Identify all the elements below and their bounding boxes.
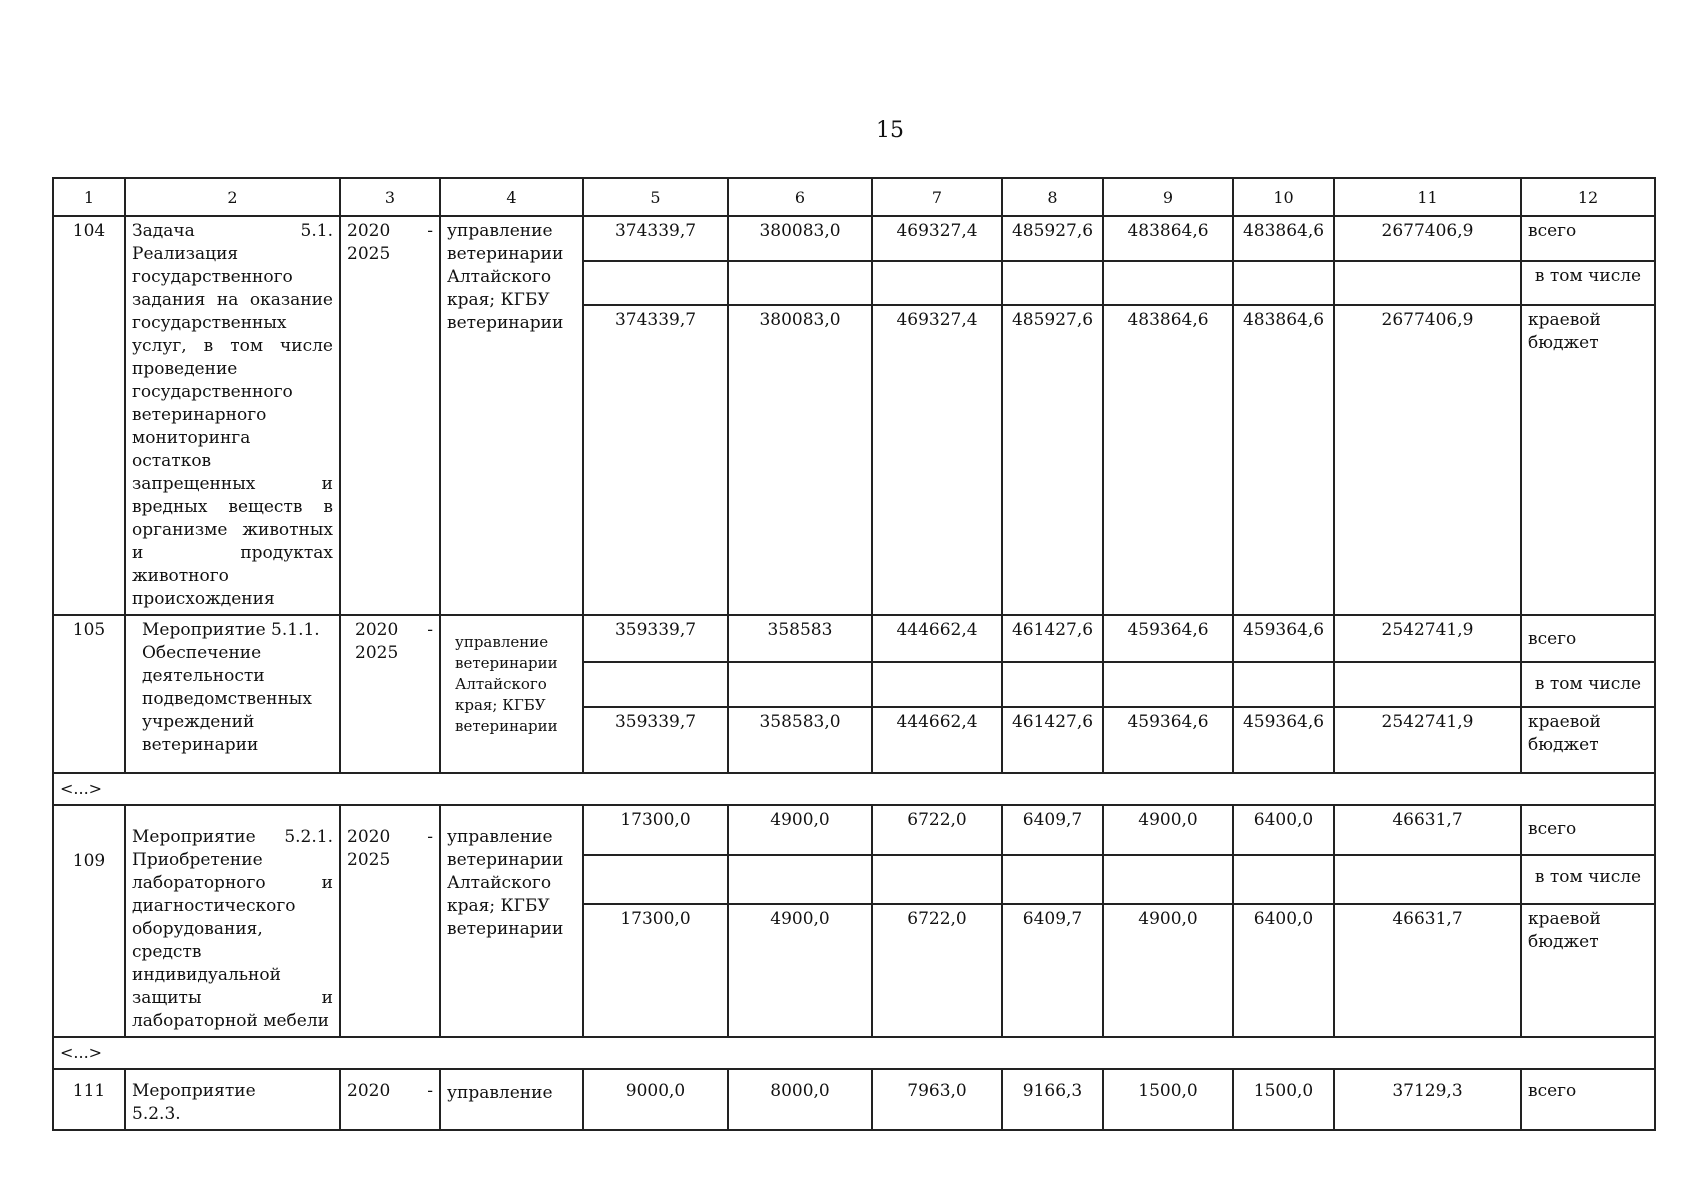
empty-cell [1334,261,1521,306]
empty-cell [583,261,728,306]
header-cell: 1 [53,178,125,216]
omitted-rows-marker: <...> [53,1037,1655,1069]
row-index: 111 [53,1069,125,1130]
empty-cell [872,855,1002,903]
year-dash: - [427,620,433,640]
value-cell: 4900,0 [728,805,872,855]
row-years [340,805,440,1037]
empty-cell [872,261,1002,306]
value-cell: 374339,7 [583,305,728,615]
empty-cell [1002,855,1103,903]
value-cell: 6409,7 [1002,904,1103,1037]
value-cell: 2677406,9 [1334,216,1521,261]
value-cell: 1500,0 [1103,1069,1233,1130]
empty-cell [1233,855,1334,903]
value-cell: 4900,0 [1103,904,1233,1037]
empty-cell [1103,855,1233,903]
label-total: всего [1521,216,1655,261]
header-cell: 9 [1103,178,1233,216]
value-cell: 6400,0 [1233,904,1334,1037]
value-cell: 483864,6 [1103,216,1233,261]
value-cell: 9166,3 [1002,1069,1103,1130]
value-cell: 2542741,9 [1334,707,1521,773]
year-end: 2025 [355,643,399,663]
row-organization: управление ветеринарии Алтайского края; КГБУ ветеринарии [440,805,583,1037]
value-cell: 17300,0 [583,904,728,1037]
year-dash: - [427,827,433,847]
value-cell: 4900,0 [728,904,872,1037]
row-index: 105 [53,615,125,773]
row-years [340,615,440,773]
value-cell: 6722,0 [872,805,1002,855]
header-cell: 8 [1002,178,1103,216]
year-start: 2020 [355,620,399,640]
row-name: Мероприятие 5.2.1. Приобретение лабораторного и диагностического оборудования, средств индивидуальной защиты и лабораторной мебели [125,805,340,1037]
header-cell: 3 [340,178,440,216]
header-row [53,178,1655,216]
value-cell: 2677406,9 [1334,305,1521,615]
value-cell: 469327,4 [872,216,1002,261]
label-including: в том числе [1521,855,1655,903]
row-years [340,1069,440,1130]
label-total: всего [1521,1069,1655,1130]
table-row [53,1069,1655,1130]
table-row [53,1037,1655,1069]
value-cell: 459364,6 [1233,707,1334,773]
value-cell: 483864,6 [1103,305,1233,615]
empty-cell [728,855,872,903]
empty-cell [1002,261,1103,306]
label-including: в том числе [1521,662,1655,707]
value-cell: 6409,7 [1002,805,1103,855]
table-row [53,615,1655,662]
value-cell: 444662,4 [872,615,1002,662]
row-index: 109 [53,805,125,1037]
page-number: 15 [876,118,904,143]
label-regional: краевой бюджет [1521,305,1655,615]
value-cell: 483864,6 [1233,305,1334,615]
year-start: 2020 [347,1081,391,1101]
value-cell: 17300,0 [583,805,728,855]
empty-cell [1103,662,1233,707]
row-name: Мероприятие 5.1.1. Обеспечение деятельности подведомственных учреждений ветеринарии [125,615,340,773]
value-cell: 359339,7 [583,615,728,662]
value-cell: 46631,7 [1334,904,1521,1037]
value-cell: 358583,0 [728,707,872,773]
year-end: 2025 [347,850,391,870]
label-regional: краевой бюджет [1521,707,1655,773]
label-total: всего [1521,615,1655,662]
omitted-rows-marker: <...> [53,773,1655,805]
budget-table [52,177,1656,1131]
empty-cell [728,261,872,306]
value-cell: 459364,6 [1103,707,1233,773]
value-cell: 485927,6 [1002,216,1103,261]
header-cell: 6 [728,178,872,216]
row-index: 104 [53,216,125,615]
year-dash: - [427,1081,433,1101]
value-cell: 1500,0 [1233,1069,1334,1130]
value-cell: 46631,7 [1334,805,1521,855]
label-total: всего [1521,805,1655,855]
table-row [53,805,1655,855]
value-cell: 4900,0 [1103,805,1233,855]
value-cell: 380083,0 [728,305,872,615]
value-cell: 374339,7 [583,216,728,261]
value-cell: 380083,0 [728,216,872,261]
value-cell: 483864,6 [1233,216,1334,261]
value-cell: 358583 [728,615,872,662]
value-cell: 6722,0 [872,904,1002,1037]
value-cell: 459364,6 [1233,615,1334,662]
year-start: 2020 [347,827,391,847]
value-cell: 461427,6 [1002,615,1103,662]
row-organization: управление ветеринарии Алтайского края; КГБУ ветеринарии [440,615,583,773]
label-regional: краевой бюджет [1521,904,1655,1037]
value-cell: 444662,4 [872,707,1002,773]
value-cell: 7963,0 [872,1069,1002,1130]
label-including: в том числе [1521,261,1655,306]
row-name: Задача 5.1. Реализация государственного задания на оказание государственных услуг, в том числе проведение государственного ветеринарного мониторинга остатков запрещенных и вредных веществ в организме животных и продуктах животного происхождения [125,216,340,615]
row-organization: управление ветеринарии Алтайского края; КГБУ ветеринарии [440,216,583,615]
empty-cell [1334,662,1521,707]
table-row [53,216,1655,261]
value-cell: 469327,4 [872,305,1002,615]
table-row [53,773,1655,805]
value-cell: 8000,0 [728,1069,872,1130]
empty-cell [583,855,728,903]
row-years [340,216,440,615]
header-cell: 7 [872,178,1002,216]
empty-cell [872,662,1002,707]
empty-cell [1103,261,1233,306]
empty-cell [1233,261,1334,306]
header-cell: 5 [583,178,728,216]
year-dash: - [427,221,433,241]
empty-cell [583,662,728,707]
empty-cell [1002,662,1103,707]
row-organization: управление [440,1069,583,1130]
header-cell: 10 [1233,178,1334,216]
value-cell: 485927,6 [1002,305,1103,615]
value-cell: 459364,6 [1103,615,1233,662]
value-cell: 461427,6 [1002,707,1103,773]
empty-cell [1233,662,1334,707]
year-start: 2020 [347,221,391,241]
empty-cell [728,662,872,707]
row-name: Мероприятие 5.2.3. [125,1069,340,1130]
value-cell: 359339,7 [583,707,728,773]
header-cell: 12 [1521,178,1655,216]
header-cell: 4 [440,178,583,216]
year-end: 2025 [347,244,391,264]
value-cell: 9000,0 [583,1069,728,1130]
empty-cell [1334,855,1521,903]
value-cell: 37129,3 [1334,1069,1521,1130]
header-cell: 2 [125,178,340,216]
header-cell: 11 [1334,178,1521,216]
value-cell: 2542741,9 [1334,615,1521,662]
value-cell: 6400,0 [1233,805,1334,855]
